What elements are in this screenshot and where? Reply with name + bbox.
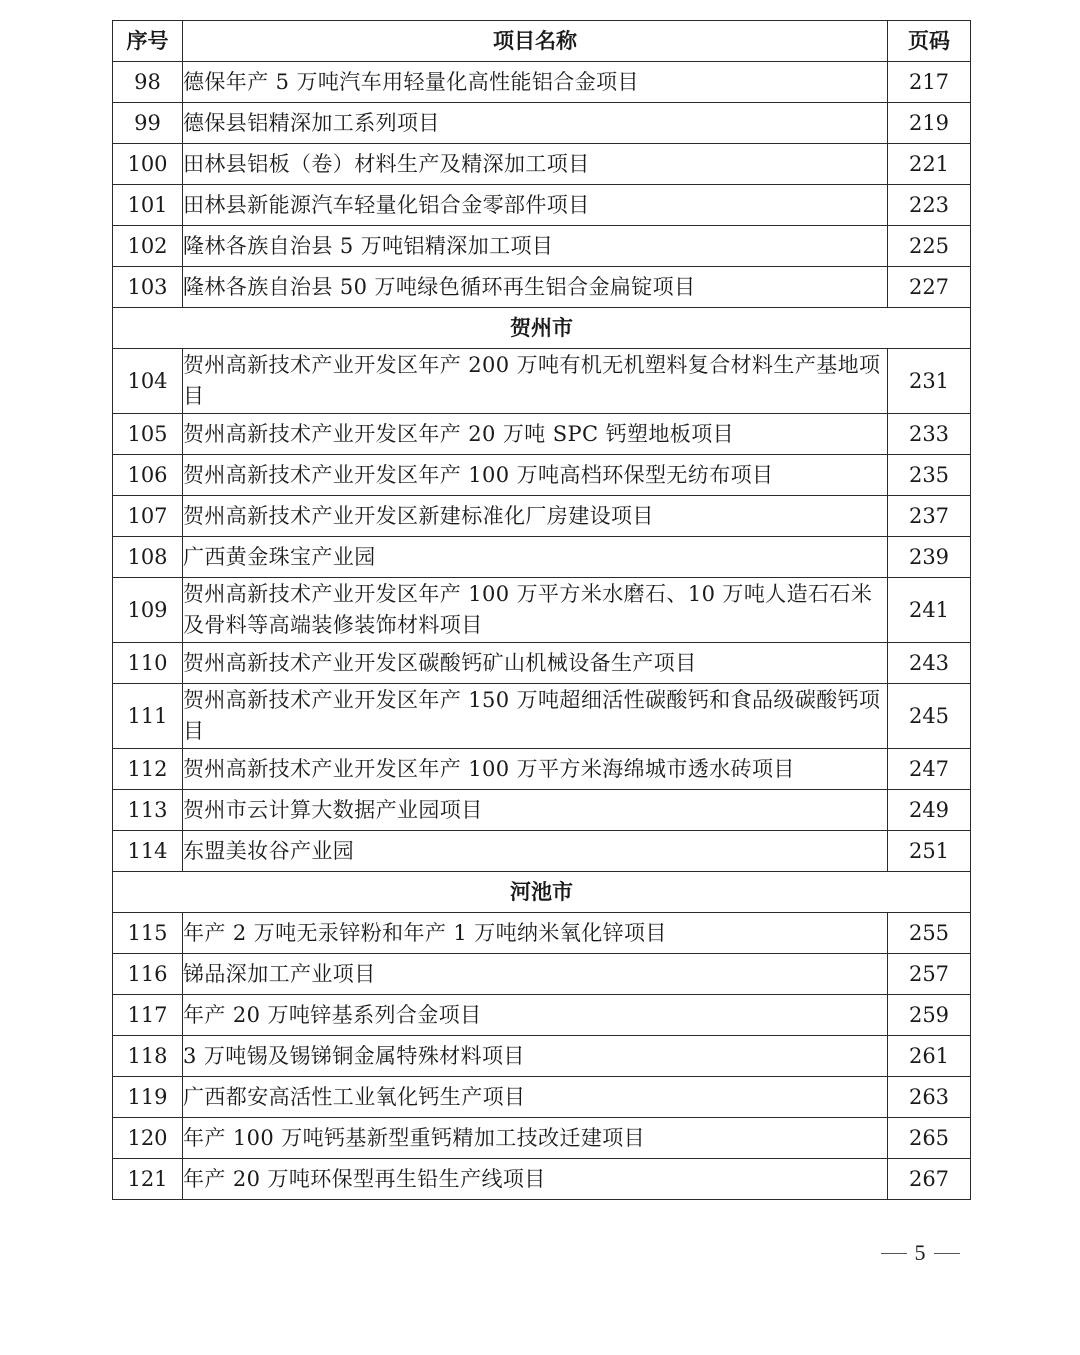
project-name-cell: 锑品深加工产业项目 bbox=[183, 954, 888, 995]
project-name-cell: 3 万吨锡及锡锑铜金属特殊材料项目 bbox=[183, 1036, 888, 1077]
serial-number-cell: 119 bbox=[113, 1077, 183, 1118]
footer-dash-right bbox=[934, 1253, 960, 1254]
table-row bbox=[113, 496, 971, 537]
city-section-title: 河池市 bbox=[113, 872, 971, 913]
page-number-cell: 255 bbox=[888, 913, 971, 954]
footer-dash-left bbox=[881, 1253, 907, 1254]
table-row bbox=[113, 267, 971, 308]
page-number-cell: 221 bbox=[888, 144, 971, 185]
project-name-cell: 贺州高新技术产业开发区年产 100 万平方米水磨石、10 万吨人造石石米及骨料等高端装修装饰材料项目 bbox=[183, 578, 888, 643]
page-number-cell: 217 bbox=[888, 62, 971, 103]
page-number-cell: 263 bbox=[888, 1077, 971, 1118]
project-name-cell: 德保年产 5 万吨汽车用轻量化高性能铝合金项目 bbox=[183, 62, 888, 103]
page-number-cell: 239 bbox=[888, 537, 971, 578]
table-row bbox=[113, 790, 971, 831]
table-row bbox=[113, 954, 971, 995]
page-number-cell: 237 bbox=[888, 496, 971, 537]
serial-number-cell: 120 bbox=[113, 1118, 183, 1159]
city-section-title: 贺州市 bbox=[113, 308, 971, 349]
table-row bbox=[113, 455, 971, 496]
serial-number-cell: 114 bbox=[113, 831, 183, 872]
header-serial-number: 序号 bbox=[113, 21, 183, 62]
serial-number-cell: 100 bbox=[113, 144, 183, 185]
project-index-table bbox=[112, 20, 971, 1200]
header-project-name: 项目名称 bbox=[183, 21, 888, 62]
project-name-cell: 贺州高新技术产业开发区碳酸钙矿山机械设备生产项目 bbox=[183, 643, 888, 684]
table-row bbox=[113, 684, 971, 749]
city-section-row bbox=[113, 872, 971, 913]
city-section-row bbox=[113, 308, 971, 349]
serial-number-cell: 102 bbox=[113, 226, 183, 267]
page-number-cell: 243 bbox=[888, 643, 971, 684]
project-name-cell: 东盟美妆谷产业园 bbox=[183, 831, 888, 872]
project-name-cell: 贺州高新技术产业开发区年产 100 万吨高档环保型无纺布项目 bbox=[183, 455, 888, 496]
table-row bbox=[113, 1118, 971, 1159]
table-row bbox=[113, 414, 971, 455]
serial-number-cell: 113 bbox=[113, 790, 183, 831]
page-number-cell: 231 bbox=[888, 349, 971, 414]
project-name-cell: 贺州高新技术产业开发区年产 150 万吨超细活性碳酸钙和食品级碳酸钙项目 bbox=[183, 684, 888, 749]
page-number-cell: 265 bbox=[888, 1118, 971, 1159]
table-row bbox=[113, 1077, 971, 1118]
table-row bbox=[113, 185, 971, 226]
page-number-cell: 235 bbox=[888, 455, 971, 496]
project-name-cell: 德保县铝精深加工系列项目 bbox=[183, 103, 888, 144]
page-number-cell: 225 bbox=[888, 226, 971, 267]
project-name-cell: 贺州高新技术产业开发区新建标准化厂房建设项目 bbox=[183, 496, 888, 537]
header-page-number: 页码 bbox=[888, 21, 971, 62]
project-name-cell: 年产 20 万吨环保型再生铅生产线项目 bbox=[183, 1159, 888, 1200]
serial-number-cell: 110 bbox=[113, 643, 183, 684]
page-footer bbox=[880, 1238, 960, 1268]
project-name-cell: 田林县新能源汽车轻量化铝合金零部件项目 bbox=[183, 185, 888, 226]
page-number-cell: 259 bbox=[888, 995, 971, 1036]
page-number-cell: 251 bbox=[888, 831, 971, 872]
serial-number-cell: 106 bbox=[113, 455, 183, 496]
serial-number-cell: 109 bbox=[113, 578, 183, 643]
table-row bbox=[113, 831, 971, 872]
table-row bbox=[113, 749, 971, 790]
serial-number-cell: 111 bbox=[113, 684, 183, 749]
table-row bbox=[113, 62, 971, 103]
page-number-cell: 223 bbox=[888, 185, 971, 226]
table-row bbox=[113, 643, 971, 684]
table-row bbox=[113, 226, 971, 267]
project-name-cell: 年产 2 万吨无汞锌粉和年产 1 万吨纳米氧化锌项目 bbox=[183, 913, 888, 954]
page-number: 5 bbox=[914, 1240, 926, 1265]
table-row bbox=[113, 103, 971, 144]
project-name-cell: 贺州高新技术产业开发区年产 200 万吨有机无机塑料复合材料生产基地项目 bbox=[183, 349, 888, 414]
page-number-cell: 257 bbox=[888, 954, 971, 995]
table-row bbox=[113, 537, 971, 578]
serial-number-cell: 115 bbox=[113, 913, 183, 954]
page-number-cell: 241 bbox=[888, 578, 971, 643]
table-row bbox=[113, 995, 971, 1036]
serial-number-cell: 116 bbox=[113, 954, 183, 995]
table-row bbox=[113, 144, 971, 185]
serial-number-cell: 105 bbox=[113, 414, 183, 455]
table-row bbox=[113, 1036, 971, 1077]
serial-number-cell: 112 bbox=[113, 749, 183, 790]
page-number-cell: 219 bbox=[888, 103, 971, 144]
serial-number-cell: 99 bbox=[113, 103, 183, 144]
table-row bbox=[113, 913, 971, 954]
page-number-cell: 227 bbox=[888, 267, 971, 308]
project-name-cell: 广西黄金珠宝产业园 bbox=[183, 537, 888, 578]
project-name-cell: 广西都安高活性工业氧化钙生产项目 bbox=[183, 1077, 888, 1118]
project-name-cell: 隆林各族自治县 50 万吨绿色循环再生铝合金扁锭项目 bbox=[183, 267, 888, 308]
serial-number-cell: 118 bbox=[113, 1036, 183, 1077]
table-row bbox=[113, 1159, 971, 1200]
serial-number-cell: 108 bbox=[113, 537, 183, 578]
serial-number-cell: 103 bbox=[113, 267, 183, 308]
page-number-cell: 261 bbox=[888, 1036, 971, 1077]
project-name-cell: 贺州高新技术产业开发区年产 20 万吨 SPC 钙塑地板项目 bbox=[183, 414, 888, 455]
serial-number-cell: 98 bbox=[113, 62, 183, 103]
project-name-cell: 田林县铝板（卷）材料生产及精深加工项目 bbox=[183, 144, 888, 185]
project-name-cell: 贺州高新技术产业开发区年产 100 万平方米海绵城市透水砖项目 bbox=[183, 749, 888, 790]
table-body bbox=[113, 62, 971, 1200]
page-number-cell: 245 bbox=[888, 684, 971, 749]
page-number-cell: 247 bbox=[888, 749, 971, 790]
project-name-cell: 隆林各族自治县 5 万吨铝精深加工项目 bbox=[183, 226, 888, 267]
table-row bbox=[113, 349, 971, 414]
table-row bbox=[113, 578, 971, 643]
serial-number-cell: 121 bbox=[113, 1159, 183, 1200]
project-name-cell: 年产 20 万吨锌基系列合金项目 bbox=[183, 995, 888, 1036]
page-number-cell: 249 bbox=[888, 790, 971, 831]
table-header-row bbox=[113, 21, 971, 62]
project-name-cell: 贺州市云计算大数据产业园项目 bbox=[183, 790, 888, 831]
serial-number-cell: 101 bbox=[113, 185, 183, 226]
serial-number-cell: 104 bbox=[113, 349, 183, 414]
serial-number-cell: 117 bbox=[113, 995, 183, 1036]
page-number-cell: 233 bbox=[888, 414, 971, 455]
page-number-cell: 267 bbox=[888, 1159, 971, 1200]
serial-number-cell: 107 bbox=[113, 496, 183, 537]
project-name-cell: 年产 100 万吨钙基新型重钙精加工技改迁建项目 bbox=[183, 1118, 888, 1159]
